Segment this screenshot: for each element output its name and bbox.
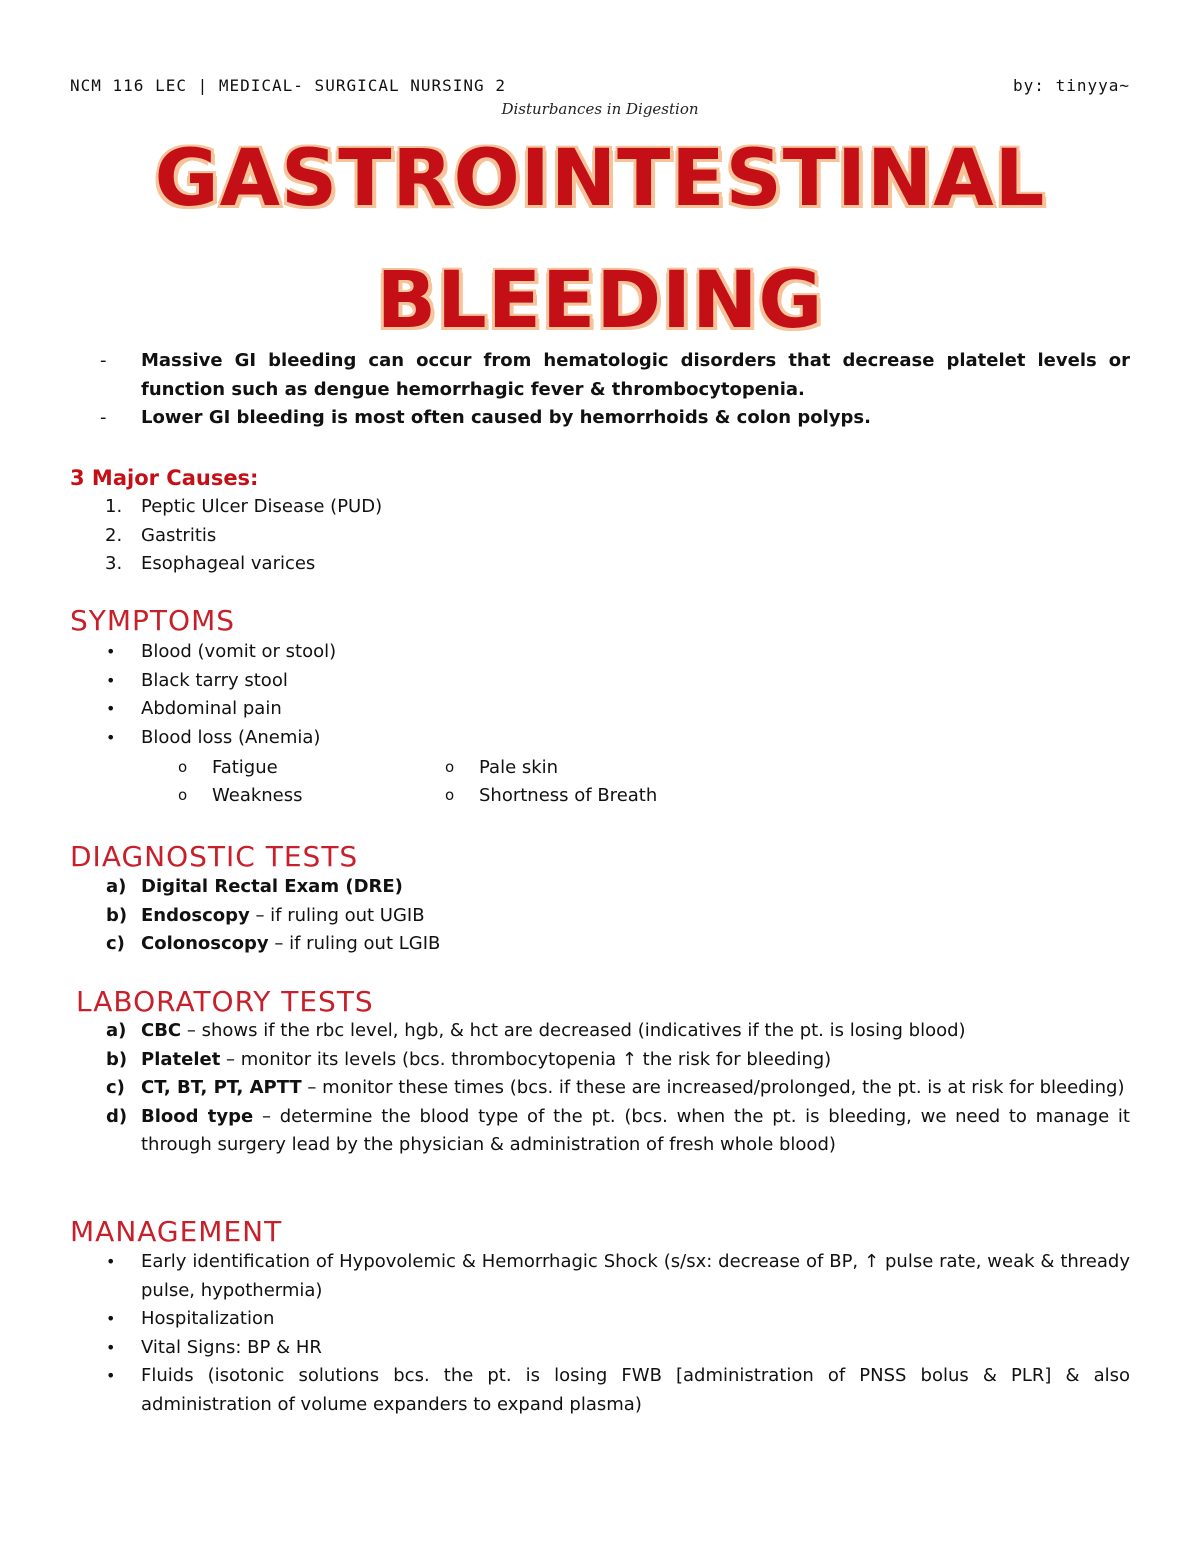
- list-item: [100, 930, 1130, 959]
- test-text: – determine the blood type of the pt. (bcs. when the pt. is bleeding, we need to manage it through surgery lead by the physician & administration of fresh whole blood): [141, 1105, 1130, 1155]
- list-item: [100, 522, 1130, 551]
- list-item: [100, 1017, 1130, 1046]
- list-item: [100, 1248, 1130, 1305]
- author-credit: by: tinyya~: [1013, 76, 1130, 95]
- list-item: [100, 550, 1130, 579]
- bullet-icon: •: [106, 699, 116, 718]
- list-item: [100, 695, 1130, 724]
- symptom-text: Blood loss (Anemia): [141, 726, 321, 748]
- management-heading: MANAGEMENT: [70, 1215, 283, 1248]
- letter-marker: b): [106, 1048, 128, 1070]
- list-item: [100, 873, 1130, 902]
- list-item: [100, 667, 1130, 696]
- list-item: [100, 638, 1130, 667]
- sub-item-shortness-of-breath: o Shortness of Breath: [445, 785, 658, 806]
- laboratory-list: [100, 1017, 1130, 1160]
- cause-text: Peptic Ulcer Disease (PUD): [141, 496, 383, 517]
- intro-text: Massive GI bleeding can occur from hematologic disorders that decrease platelet levels or function such as dengue hemorrhagic fever & thrombocytopenia.: [141, 350, 1130, 400]
- diagnostic-list: [100, 873, 1130, 959]
- dash-marker: -: [100, 350, 107, 371]
- letter-marker: d): [106, 1105, 128, 1127]
- bullet-icon: •: [106, 727, 116, 747]
- bullet-icon: •: [106, 642, 116, 661]
- test-text: – shows if the rbc level, hgb, & hct are decreased (indicatives if the pt. is losing blood): [181, 1020, 966, 1041]
- test-label: Endoscopy: [141, 904, 250, 926]
- list-item: [100, 1362, 1130, 1419]
- list-item: [100, 1334, 1130, 1363]
- list-item: [100, 493, 1130, 522]
- intro-text: Lower GI bleeding is most often caused by hemorrhoids & colon polyps.: [141, 407, 871, 428]
- bullet-icon: •: [106, 1309, 116, 1328]
- page-title-line-2: BLEEDING: [376, 256, 824, 346]
- list-item: [100, 1305, 1130, 1334]
- management-text: Hospitalization: [141, 1308, 275, 1329]
- symptom-text: Black tarry stool: [141, 669, 288, 691]
- symptom-text: Blood (vomit or stool): [141, 641, 337, 662]
- test-label: Platelet: [141, 1048, 221, 1070]
- list-item: [100, 724, 1130, 753]
- bullet-icon: •: [106, 1337, 116, 1357]
- sub-item-pale-skin: o Pale skin: [445, 757, 559, 778]
- bullet-icon: •: [106, 670, 116, 690]
- dash-marker: -: [100, 407, 107, 428]
- letter-marker: b): [106, 904, 128, 926]
- test-text: – if ruling out LGIB: [268, 933, 441, 954]
- course-title: NCM 116 LEC | MEDICAL- SURGICAL NURSING 2: [70, 76, 506, 95]
- test-text: – monitor its levels (bcs. thrombocytopenia ↑ the risk for bleeding): [220, 1048, 832, 1070]
- circle-bullet-icon: o: [178, 786, 188, 804]
- test-label: Colonoscopy: [141, 933, 269, 954]
- number-marker: 3.: [105, 553, 123, 574]
- cause-text: Gastritis: [141, 524, 217, 546]
- management-text: Fluids (isotonic solutions bcs. the pt. is losing FWB [administration of PNSS bolus & PLR] & also administration of volume expanders to expand plasma): [141, 1365, 1130, 1415]
- circle-bullet-icon: o: [445, 758, 455, 776]
- management-list: [100, 1248, 1130, 1419]
- letter-marker: a): [106, 876, 127, 897]
- list-item: [100, 347, 1130, 404]
- causes-heading: 3 Major Causes:: [70, 466, 259, 490]
- letter-marker: c): [106, 1077, 125, 1098]
- intro-list: [100, 347, 1130, 433]
- test-label: CBC: [141, 1020, 182, 1041]
- number-marker: 1.: [105, 496, 123, 517]
- bullet-icon: •: [106, 1366, 116, 1385]
- symptoms-heading: SYMPTOMS: [70, 604, 235, 637]
- symptom-text: Abdominal pain: [141, 698, 282, 719]
- list-item: [100, 404, 1130, 433]
- sub-item-fatigue: o Fatigue: [178, 757, 278, 778]
- list-item: [100, 902, 1130, 931]
- list-item: [100, 1103, 1130, 1160]
- cause-text: Esophageal varices: [141, 553, 316, 574]
- management-text: Early identification of Hypovolemic & Hemorrhagic Shock (s/sx: decrease of BP, ↑ pulse rate, weak & thready pulse, hypothermia): [141, 1251, 1130, 1301]
- page-title-line-1: GASTROINTESTINAL: [154, 134, 1046, 224]
- letter-marker: a): [106, 1020, 127, 1041]
- test-label: CT, BT, PT, APTT: [141, 1077, 302, 1098]
- laboratory-heading: LABORATORY TESTS: [76, 985, 374, 1018]
- causes-list: [100, 493, 1130, 579]
- test-text: – if ruling out UGIB: [249, 904, 425, 926]
- sub-item-weakness: o Weakness: [178, 785, 303, 806]
- circle-bullet-icon: o: [178, 758, 188, 776]
- test-text: – monitor these times (bcs. if these are increased/prolonged, the pt. is at risk for bleeding): [301, 1077, 1125, 1098]
- test-label: Blood type: [141, 1105, 254, 1127]
- letter-marker: c): [106, 933, 125, 954]
- page-header: [70, 76, 1130, 98]
- circle-bullet-icon: o: [445, 786, 455, 804]
- test-label: Digital Rectal Exam (DRE): [141, 876, 403, 897]
- symptoms-list: [100, 638, 1130, 752]
- management-text: Vital Signs: BP & HR: [141, 1336, 322, 1358]
- diagnostic-heading: DIAGNOSTIC TESTS: [70, 840, 359, 873]
- topic-subtitle: Disturbances in Digestion: [501, 100, 699, 118]
- bullet-icon: •: [106, 1252, 116, 1271]
- list-item: [100, 1074, 1130, 1103]
- list-item: [100, 1046, 1130, 1075]
- number-marker: 2.: [105, 524, 123, 546]
